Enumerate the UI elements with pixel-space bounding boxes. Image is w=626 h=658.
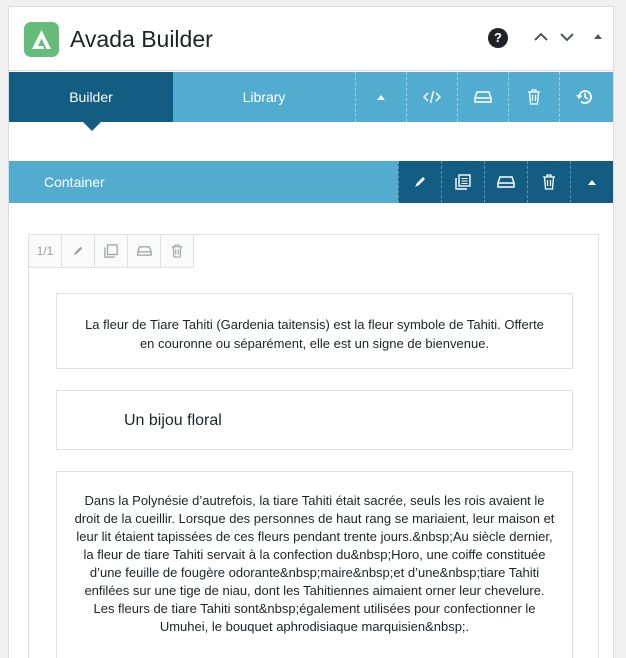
help-icon[interactable]: ? bbox=[488, 28, 508, 48]
tab-builder[interactable]: Builder bbox=[9, 72, 173, 122]
code-icon[interactable] bbox=[406, 72, 457, 122]
avada-builder-panel bbox=[8, 6, 614, 658]
text-block-preview: La fleur de Tiare Tahiti (Gardenia taitensis) est la fleur symbole de Tahiti. Offerte en couronne ou séparément, elle est un signe de bienvenue. bbox=[85, 317, 544, 351]
panel-title: Avada Builder bbox=[70, 26, 213, 52]
collapse-all-icon[interactable] bbox=[355, 72, 406, 122]
builder-toolbar bbox=[9, 72, 613, 122]
delete-all-icon[interactable] bbox=[508, 72, 559, 122]
tab-library[interactable]: Library bbox=[242, 89, 286, 105]
move-up-icon[interactable] bbox=[533, 27, 549, 52]
edit-column-icon[interactable] bbox=[62, 235, 95, 268]
text-block-element[interactable] bbox=[56, 293, 573, 369]
edit-container-icon[interactable] bbox=[398, 161, 441, 203]
active-tab-indicator bbox=[83, 122, 101, 131]
history-icon[interactable] bbox=[559, 72, 610, 122]
clone-column-icon[interactable] bbox=[95, 235, 128, 268]
title-element[interactable] bbox=[56, 390, 573, 450]
collapse-panel-icon[interactable] bbox=[592, 27, 604, 52]
clone-container-icon[interactable] bbox=[441, 161, 484, 203]
container-label: Container bbox=[44, 174, 105, 190]
text-block-element[interactable] bbox=[56, 471, 573, 658]
container-header[interactable] bbox=[9, 161, 613, 203]
column-1-1 bbox=[28, 234, 599, 658]
column-size[interactable]: 1/1 bbox=[29, 235, 62, 268]
panel-header bbox=[9, 7, 613, 71]
save-container-icon[interactable] bbox=[484, 161, 527, 203]
save-template-icon[interactable] bbox=[457, 72, 508, 122]
delete-column-icon[interactable] bbox=[161, 235, 194, 268]
title-preview: Un bijou floral bbox=[124, 412, 222, 429]
text-block-preview: Dans la Polynésie d’autrefois, la tiare Tahiti était sacrée, seuls les rois avaient le droit de la cueillir. Lorsque des personnes de haut rang se mariaient, leur maison et leur lit étaient tapissées de ces fleurs pendant trente jours.&nbsp;Au siècle dernier, la fleur de tiare Tahiti servait à la confection du&nbsp;Horo, une coiffe constituée d’une feuille de fougère odorante&nbsp;maire&nbsp;et d’une&nbsp;tiare Tahiti enfilées sur une tige de niau, dont les Tahitiennes aimaient orner leur chevelure. Les fleurs de tiare Tahiti sont&nbsp;également utilisées pour confectionner le Umuhei, le bouquet aphrodisiaque marquisien&nbsp;. bbox=[74, 493, 555, 634]
delete-container-icon[interactable] bbox=[527, 161, 570, 203]
avada-logo-icon bbox=[24, 22, 59, 57]
save-column-icon[interactable] bbox=[128, 235, 161, 268]
toggle-container-icon[interactable] bbox=[570, 161, 613, 203]
column-toolbar bbox=[29, 235, 194, 268]
move-down-icon[interactable] bbox=[559, 27, 575, 52]
